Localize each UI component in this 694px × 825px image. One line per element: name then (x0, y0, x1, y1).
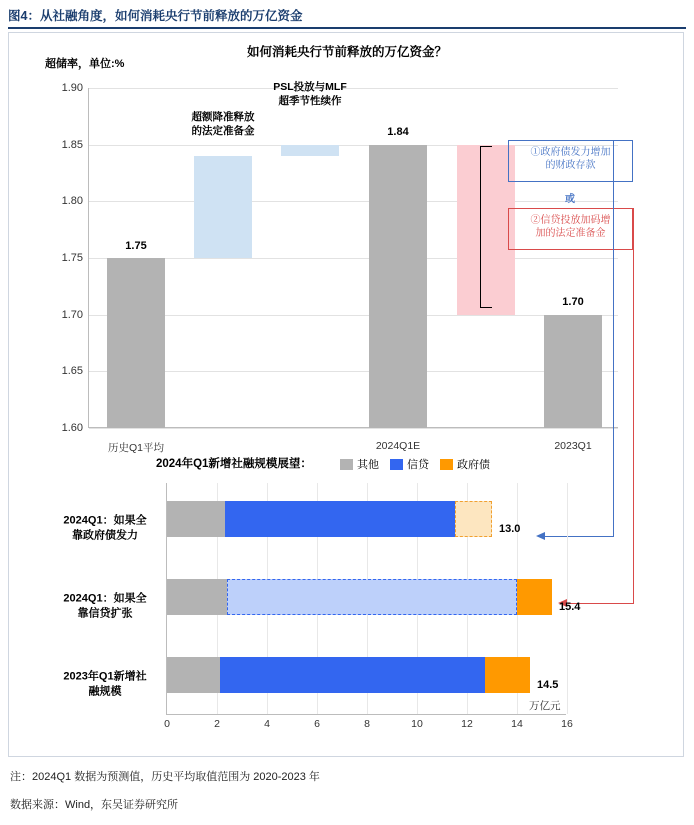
row-label-line: 2024Q1：如果全 (63, 592, 147, 605)
y-tick-label: 1.75 (61, 252, 83, 264)
y-axis-unit-label: 超储率，单位:% (45, 58, 125, 70)
gridline (567, 483, 568, 714)
x-tick-label: 6 (314, 718, 320, 730)
row-label-line: 融规模 (88, 686, 122, 698)
callout-line: 加的法定准备金 (535, 228, 606, 239)
bar-segment-govbond-highlight (455, 501, 493, 537)
bar-segment-other (167, 657, 220, 693)
y-tick-label: 1.60 (61, 422, 83, 434)
bar-segment-govbond (485, 657, 530, 693)
legend-item-credit (390, 456, 429, 472)
legend-label-govbond: 政府债 (457, 459, 490, 471)
y-tick-label: 1.70 (61, 308, 83, 321)
bar-rrr-cut-release (194, 156, 252, 258)
gridline (61, 422, 618, 434)
bar-segment-credit (225, 501, 455, 537)
legend-swatch-credit (390, 459, 403, 470)
annotation-rrr-cut (192, 110, 255, 138)
gridline (61, 365, 618, 378)
figure-note: 注：2024Q1 数据为预测值，历史平均取值范围为 2020-2023 年 (10, 771, 320, 783)
gridline (61, 308, 618, 321)
bar-psl-mlf (281, 145, 339, 156)
x-tick-label: 16 (561, 718, 573, 730)
bar-2023q1 (544, 315, 602, 428)
y-tick-label: 1.65 (61, 365, 83, 378)
annotation-line: PSL投放与MLF (273, 81, 347, 93)
x-tick-label: 0 (164, 718, 170, 730)
bar-segment-credit (220, 657, 485, 693)
callout-line: 的财政存款 (545, 160, 596, 171)
bar-segment-govbond (517, 579, 552, 615)
x-tick-label: 2024Q1E (375, 440, 421, 452)
annotation-line: 的法定准备金 (191, 125, 255, 138)
stacked-bar-chart (40, 455, 680, 755)
gridline (61, 195, 618, 208)
row-total-value: 14.5 (537, 679, 559, 691)
x-tick-label: 14 (511, 718, 523, 730)
y-tick-label: 1.85 (61, 138, 83, 151)
figure-source: 数据来源：Wind，东吴证券研究所 (10, 799, 179, 811)
row-label-line: 靠政府债发力 (72, 530, 138, 542)
x-tick-label: 2023Q1 (554, 440, 592, 452)
bar-2024q1e (369, 145, 427, 428)
title-divider (8, 27, 686, 29)
annotation-line: 超额降准释放 (191, 111, 255, 123)
row-label-line: 靠信贷扩张 (77, 608, 133, 620)
bar-value-label: 1.75 (125, 240, 147, 252)
row-label-gov-bond-scenario (50, 514, 160, 545)
x-tick-label: 10 (411, 718, 423, 730)
annotation-line: 超季节性续作 (278, 95, 342, 108)
row-label-line: 2024Q1：如果全 (63, 514, 147, 527)
row-total-value: 13.0 (499, 523, 521, 535)
callout-line: ①政府债发力增加 (530, 147, 611, 158)
bar-historical-q1-average (107, 258, 165, 428)
waterfall-chart (40, 80, 660, 454)
bar-value-label: 1.84 (387, 126, 409, 138)
bar-segment-other (167, 501, 225, 537)
legend-swatch-other (340, 459, 353, 470)
callout-or-label: 或 (565, 194, 575, 205)
row-total-value: 15.4 (559, 601, 581, 613)
stacked-chart-title: 2024年Q1新增社融规模展望： (156, 458, 312, 470)
x-tick-label: 4 (264, 718, 270, 730)
legend-label-credit: 信贷 (407, 459, 429, 471)
row-label-2023q1 (50, 670, 160, 701)
callout-line: ②信贷投放加码增 (530, 215, 611, 226)
x-tick-label: 2 (214, 718, 220, 730)
y-tick-label: 1.80 (61, 195, 83, 208)
legend-item-other (340, 456, 379, 472)
row-label-line: 2023年Q1新增社 (63, 670, 147, 683)
x-tick-label: 12 (461, 718, 473, 730)
row-label-credit-scenario (50, 592, 160, 623)
x-axis-unit-label: 万亿元 (529, 700, 561, 712)
x-tick-label: 8 (364, 718, 370, 730)
figure-title: 图4：从社融角度，如何消耗央行节前释放的万亿资金 (8, 9, 303, 23)
annotation-psl-mlf (273, 80, 347, 108)
bar-segment-other (167, 579, 227, 615)
chart-title: 如何消耗央行节前释放的万亿资金？ (246, 45, 447, 59)
bar-segment-credit-highlight (227, 579, 517, 615)
bar-value-label: 1.70 (562, 296, 584, 308)
legend-item-govbond (440, 456, 490, 472)
y-tick-label: 1.90 (61, 82, 83, 94)
brace-bracket (480, 146, 492, 308)
legend-label-other: 其他 (357, 459, 379, 471)
gridline (61, 252, 618, 264)
x-tick-label: 历史Q1平均 (107, 442, 165, 454)
legend-swatch-govbond (440, 459, 453, 470)
waterfall-plot-area (61, 81, 618, 454)
